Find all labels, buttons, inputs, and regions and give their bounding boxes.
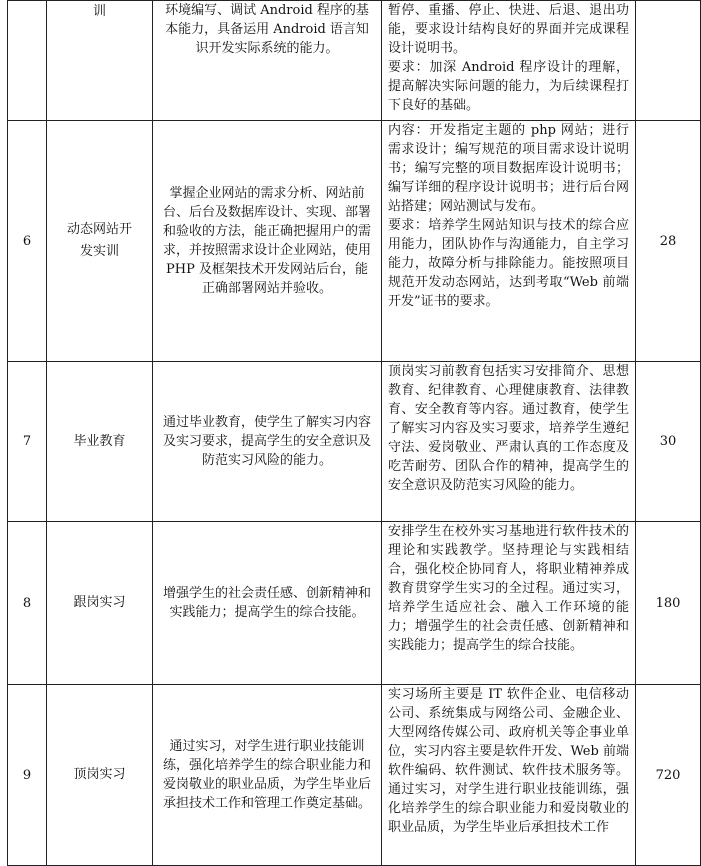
course-goal-text: 通过毕业教育，使学生了解实习内容及实习要求，提高学生的安全意识及防范实习风险的能力。 — [162, 415, 371, 468]
course-name — [47, 362, 153, 522]
course-hours: 28 — [636, 121, 701, 362]
course-name-text: 动态网站开发实训 — [66, 222, 132, 259]
content-paragraph: 要求：加深 Android 程序设计的理解，提高解决实际问题的能力，为后续课程打下良好的基础。 — [388, 60, 629, 113]
course-content — [382, 121, 636, 362]
table-row — [8, 1, 701, 121]
course-name-text: 顶岗实习 — [73, 767, 126, 782]
course-hours: 30 — [636, 362, 701, 522]
course-goal — [153, 121, 382, 362]
row-number — [8, 1, 47, 121]
content-paragraph: 安排学生在校外实习基地进行软件技术的理论和实践教学。坚持理论与实践相结合，强化校企协同育人，将职业精神养成教育贯穿学生实习的全过程。通过实习，培养学生适应社会、融入工作环境的能力；增强学生的社会责任感、创新精神和实践能力；提高学生的综合技能。 — [388, 524, 629, 653]
table-row — [8, 522, 701, 685]
course-name — [47, 522, 153, 685]
content-paragraph: 暂停、重播、停止、快进、后退、退出功能，要求设计结构良好的界面并完成课程设计说明书。 — [388, 3, 629, 56]
content-clip — [388, 685, 629, 837]
table-row — [8, 121, 701, 362]
course-content — [382, 1, 636, 121]
course-name-text: 毕业教育 — [73, 433, 126, 449]
table-row — [8, 362, 701, 522]
row-number: 8 — [8, 522, 47, 685]
course-hours — [636, 1, 701, 121]
course-hours: 180 — [636, 522, 701, 685]
row-number: 6 — [8, 121, 47, 362]
course-content — [382, 522, 636, 685]
content-paragraph: 顶岗实习前教育包括实习安排简介、思想教育、纪律教育、心理健康教育、法律教育、安全教育等内容。通过教育，使学生了解实习内容及实习要求，培养学生遵纪守法、爱岗敬业、严肃认真的工作态度及吃苦耐劳、团队合作的精神，提高学生的安全意识及防范实习风险的能力。 — [388, 364, 629, 493]
row-number: 9 — [8, 685, 47, 866]
table-row — [8, 685, 701, 866]
course-name — [47, 685, 153, 866]
course-goal — [153, 522, 382, 685]
content-paragraph: 要求：培养学生网站知识与技术的综合应用能力，团队协作与沟通能力，自主学习能力，故障分析与排除能力。能按照项目规范开发动态网站，达到考取“Web 前端开发”证书的要求。 — [388, 218, 629, 309]
course-name-text: 训 — [92, 4, 106, 19]
course-goal — [153, 362, 382, 522]
row-number: 7 — [8, 362, 47, 522]
content-paragraph: 内容：开发指定主题的 php 网站；进行需求设计；编写规范的项目需求设计说明书；编写完整的项目数据库设计说明书；编写详细的程序设计说明书；进行后台网站搭建；网站测试与发布。 — [388, 123, 629, 214]
course-goal-text: 环境编写、调试 Android 程序的基本能力，具备运用 Android 语言知识开发实际系统的能力。 — [165, 3, 369, 56]
course-name — [47, 121, 153, 362]
course-goal-text: 通过实习，对学生进行职业技能训练，强化培养学生的综合职业能力和爱岗敬业的职业品质，为学生毕业后承担技术工作和管理工作奠定基础。 — [162, 739, 371, 811]
course-goal — [153, 685, 382, 866]
course-goal — [153, 1, 382, 121]
course-content — [382, 685, 636, 866]
course-hours: 720 — [636, 685, 701, 866]
course-name-text: 跟岗实习 — [73, 595, 126, 610]
course-goal-text: 增强学生的社会责任感、创新精神和实践能力；提高学生的综合技能。 — [162, 586, 371, 620]
course-goal-text: 掌握企业网站的需求分析、网站前台、后台及数据库设计、实现、部署和验收的方法，能正确把握用户的需求，并按照需求设计企业网站，使用 PHP 及框架技术开发网站后台，能正确部署网站并验收。 — [162, 186, 371, 296]
course-content — [382, 362, 636, 522]
curriculum-table — [7, 0, 701, 866]
course-name — [47, 1, 153, 121]
content-paragraph: 实习场所主要是 IT 软件企业、电信移动公司、系统集成与网络公司、金融企业、大型网络传媒公司、政府机关等企事业单位，实习内容主要是软件开发、Web 前端软件编码、软件测试、软件技术服务等。通过实习，对学生进行职业技能训练，强化培养学生的综合职业能力和爱岗敬业的职业品质，为学生毕业后承担技术工作 — [388, 687, 629, 835]
